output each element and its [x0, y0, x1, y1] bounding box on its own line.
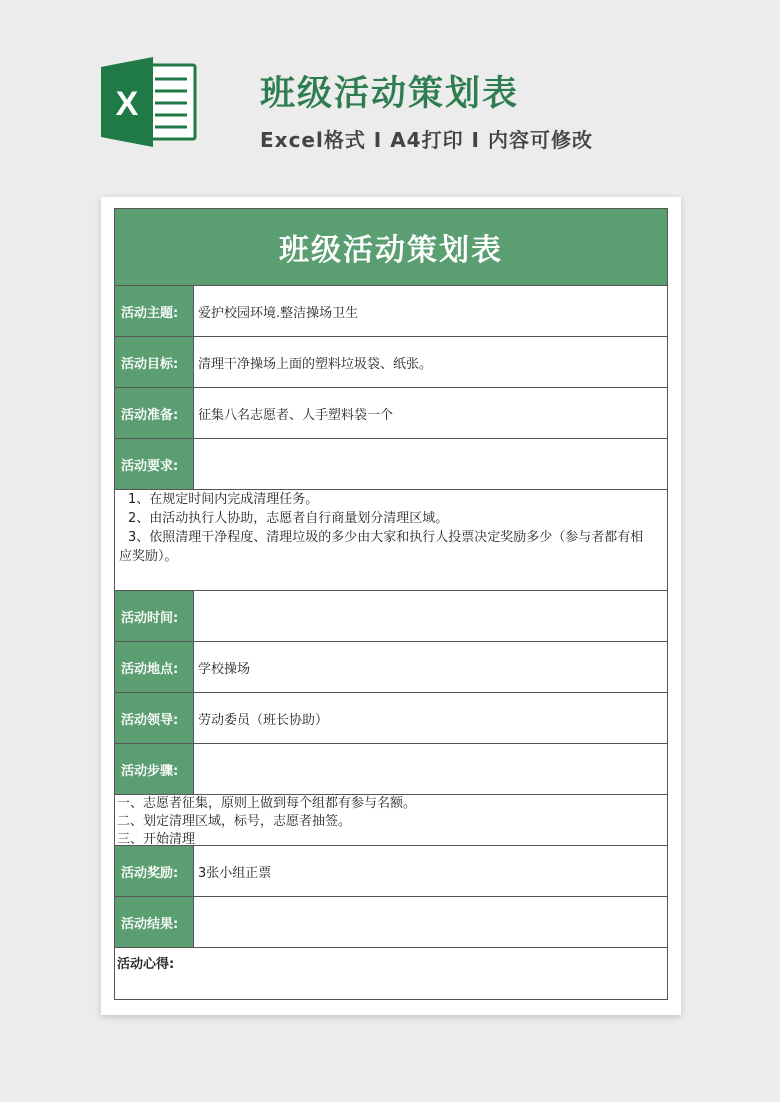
row-value[interactable]	[194, 897, 667, 947]
requirement-line: 2、由活动执行人协助，志愿者自行商量划分清理区域。	[128, 511, 449, 526]
plan-sheet	[114, 208, 668, 1000]
row-label[interactable]: 活动目标:	[115, 337, 194, 387]
page-subtitle: Excel格式 I A4打印 I 内容可修改	[260, 128, 593, 152]
row-label[interactable]: 活动领导:	[115, 693, 194, 743]
row-goal	[115, 337, 667, 388]
requirement-line: 应奖励）。	[119, 549, 178, 564]
row-result	[115, 897, 667, 948]
row-label[interactable]: 活动奖励:	[115, 846, 194, 896]
row-value[interactable]: 学校操场	[198, 661, 251, 677]
row-label[interactable]: 活动步骤:	[115, 744, 194, 794]
row-leader	[115, 693, 667, 744]
page-title: 班级活动策划表	[260, 74, 520, 114]
row-value[interactable]: 清理干净操场上面的塑料垃圾袋、纸张。	[198, 356, 433, 372]
row-preparation	[115, 388, 667, 439]
requirements-block[interactable]	[115, 490, 667, 591]
row-value[interactable]: 劳动委员（班长协助）	[198, 712, 329, 728]
sheet-title[interactable]: 班级活动策划表	[115, 209, 667, 286]
row-label[interactable]: 活动准备:	[115, 388, 194, 438]
row-label[interactable]: 活动要求:	[115, 439, 194, 489]
row-value[interactable]	[194, 439, 667, 489]
row-theme	[115, 286, 667, 337]
reflection-cell[interactable]: 活动心得:	[117, 957, 175, 972]
row-label[interactable]: 活动结果:	[115, 897, 194, 947]
requirement-line: 3、依照清理干净程度、清理垃圾的多少由大家和执行人投票决定奖励多少（参与者都有相	[128, 530, 644, 545]
row-label[interactable]: 活动地点:	[115, 642, 194, 692]
row-label[interactable]: 活动时间:	[115, 591, 194, 641]
row-value[interactable]: 爱护校园环境.整洁操场卫生	[198, 305, 359, 321]
row-value[interactable]: 3张小组正票	[198, 865, 272, 881]
row-steps	[115, 744, 667, 795]
row-requirements	[115, 439, 667, 490]
step-line: 三、开始清理	[117, 832, 196, 846]
row-reward	[115, 846, 667, 897]
row-value[interactable]	[194, 744, 667, 794]
document-paper	[101, 197, 681, 1015]
requirement-line: 1、在规定时间内完成清理任务。	[128, 492, 319, 507]
excel-logo-icon	[101, 57, 197, 147]
row-label[interactable]: 活动主题:	[115, 286, 194, 336]
row-time	[115, 591, 667, 642]
row-location	[115, 642, 667, 693]
excel-logo-letter: X	[115, 85, 139, 123]
step-line: 一、志愿者征集，原则上做到每个组都有参与名额。	[117, 796, 417, 811]
row-value[interactable]	[194, 591, 667, 641]
step-line: 二、划定清理区域，标号，志愿者抽签。	[117, 814, 352, 829]
row-value[interactable]: 征集八名志愿者、人手塑料袋一个	[198, 407, 394, 423]
steps-block[interactable]	[115, 795, 667, 846]
